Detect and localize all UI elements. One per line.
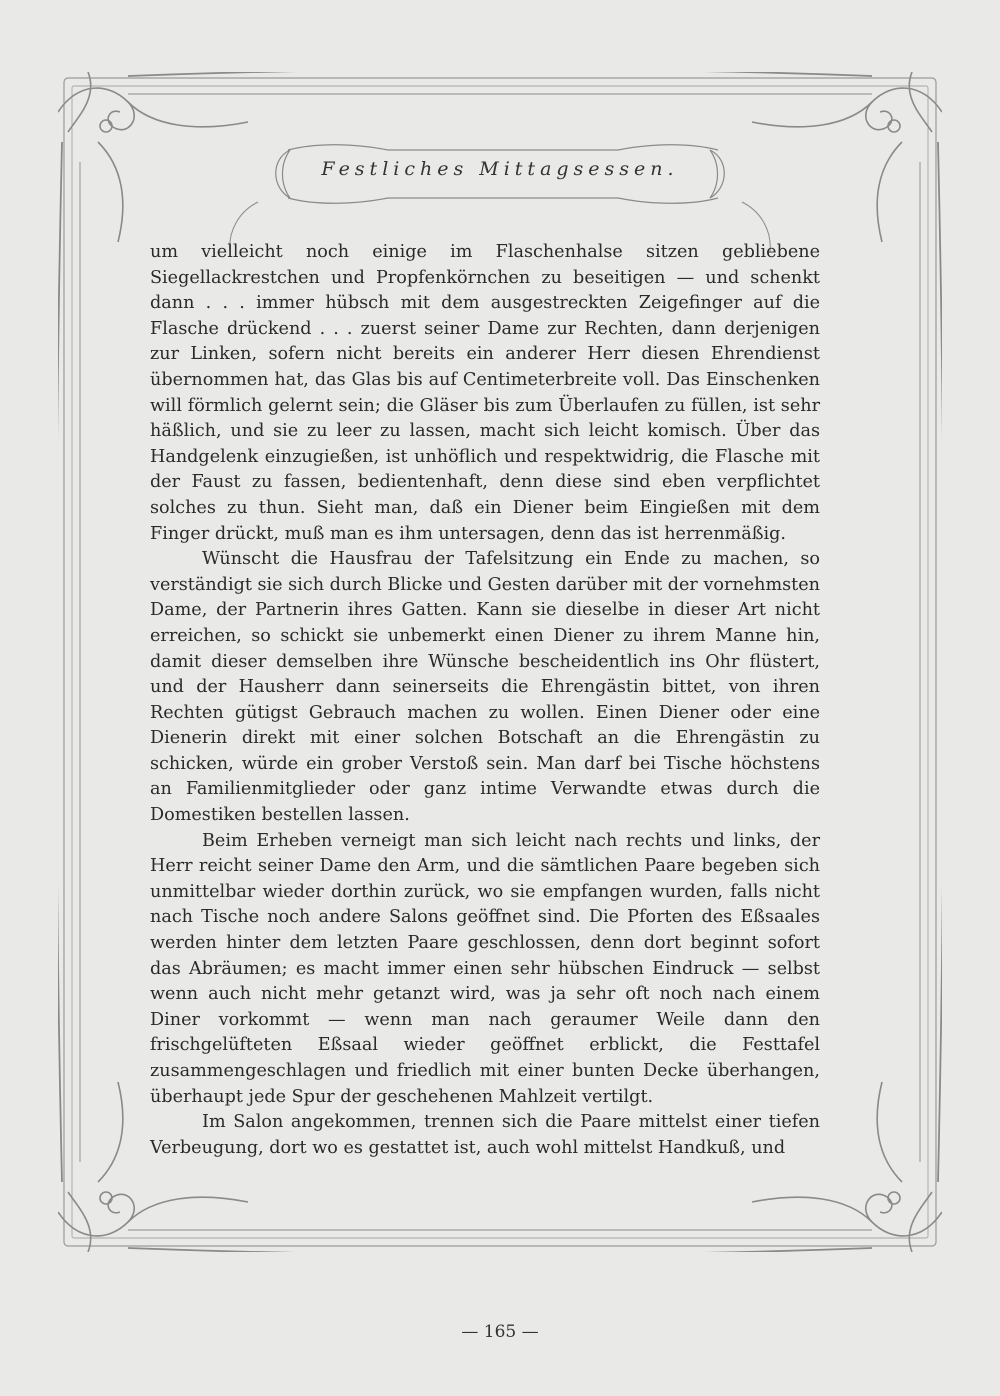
body-text [150, 240, 820, 1161]
paragraph: Wünscht die Hausfrau der Tafelsitzung ein Ende zu machen, so verständigt sie sich durch Blicke und Gesten darüber mit der vornehmsten Dame, der Partnerin ihres Gatten. Kann sie dieselbe in dieser Art nicht erreichen, so schickt sie unbemerkt einen Diener zu ihrem Manne hin, damit dieser demselben ihre Wünsche bescheidentlich ins Ohr flüstert, und der Hausherr dann seinerseits die Ehrengästin bittet, von ihren Rechten gütigst Gebrauch machen zu wollen. Einen Diener oder eine Dienerin direkt mit einer solchen Botschaft an die Ehrengästin zu schicken, würde ein grober Verstoß sein. Man darf bei Tische höchstens an Familienmitglieder oder ganz intime Verwandte etwas durch die Domestiken bestellen lassen. [150, 549, 820, 826]
running-header-title: Festliches Mittagsessen. [321, 158, 679, 180]
paragraph: um vielleicht noch einige im Flaschenhalse sitzen gebliebene Siegellackrestchen und Propfenkörnchen zu beseitigen — und schenkt dann . . . immer hübsch mit dem ausgestreckten Zeigefinger auf die Flasche drückend . . . zuerst seiner Dame zur Rechten, dann derjenigen zur Linken, sofern nicht bereits ein anderer Herr diesen Ehrendienst übernommen hat, das Glas bis auf Centimeterbreite voll. Das Einschenken will förmlich gelernt sein; die Gläser bis zum Überlaufen zu füllen, ist sehr häßlich, und sie zu leer zu lassen, macht sich leicht komisch. Über das Handgelenk einzugießen, ist unhöflich und respektwidrig, die Flasche mit der Faust zu fassen, bedientenhaft, denn diese sind eben verpflichtet solches zu thun. Sieht man, daß ein Diener beim Eingießen mit dem Finger drückt, muß man es ihm untersagen, denn das ist herrenmäßig. [150, 242, 820, 544]
paragraph: Im Salon angekommen, trennen sich die Paare mittelst einer tiefen Verbeugung, dort wo es gestattet ist, auch wohl mittelst Handkuß, und [150, 1112, 820, 1158]
page-number: — 165 — [461, 1322, 539, 1342]
paragraph: Beim Erheben verneigt man sich leicht nach rechts und links, der Herr reicht seiner Dame den Arm, und die sämtlichen Paare begeben sich unmittelbar wieder dorthin zurück, wo sie empfangen wurden, falls nicht nach Tische noch andere Salons geöffnet sind. Die Pforten des Eßsaales werden hinter dem letzten Paare geschlossen, denn dort beginnt sofort das Abräumen; es macht immer einen sehr hübschen Eindruck — selbst wenn auch nicht mehr getanzt wird, was ja sehr oft noch nach einem Diner vorkommt — wenn man nach geraumer Weile dann den frischgelüfteten Eßsaal wieder geöffnet erblickt, die Festtafel zusammengeschlagen und friedlich mit einer bunten Decke überhangen, überhaupt jede Spur der geschehenen Mahlzeit vertilgt. [150, 830, 820, 1107]
